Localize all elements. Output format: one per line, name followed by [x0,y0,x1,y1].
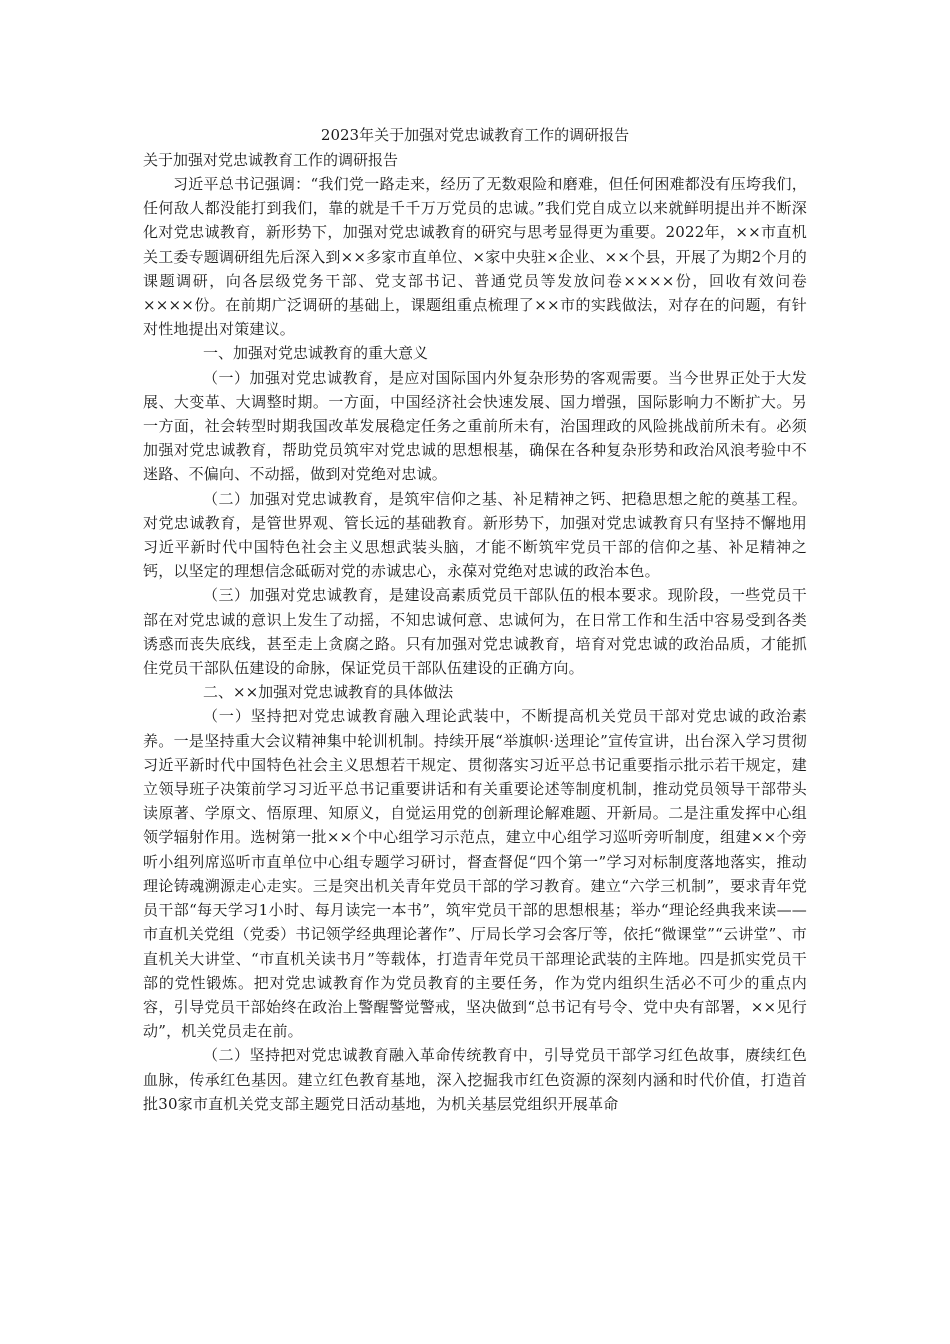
section-2-heading: 二、××加强对党忠诚教育的具体做法 [203,683,454,702]
intro-paragraph: 习近平总书记强调：“我们党一路走来，经历了无数艰险和磨难，但任何困难都没有压垮我们，任何敌人都没能打到我们，靠的就是千千万万党员的忠诚。”我们党自成立以来就鲜明提出并不断深化对党忠诚教育，新形势下，加强对党忠诚教育的研究与思考显得更为重要。2022年，××市直机关工委专题调研组先后深入到××多家市直单位、×家中央驻×企业、××个县，开展了为期2个月的课题调研，向各层级党务干部、党支部书记、普通党员等发放问卷××××份，回收有效问卷××××份。在前期广泛调研的基础上，课题组重点梳理了××市的实践做法，对存在的问题，有针对性地提出对策建议。 [143,175,807,339]
section-1-heading: 一、加强对党忠诚教育的重大意义 [203,344,429,363]
document-subtitle: 关于加强对党忠诚教育工作的调研报告 [143,151,399,169]
section-2-paragraph-2: （二）坚持把对党忠诚教育融入革命传统教育中，引导党员干部学习红色故事，赓续红色血脉，传承红色基因。建立红色教育基地，深入挖掘我市红色资源的深刻内涵和时代价值，打造首批30家市直机关党支部主题党日活动基地，为机关基层党组织开展革命 [143,1046,807,1113]
section-1-paragraph-1: （一）加强对党忠诚教育，是应对国际国内外复杂形势的客观需要。当今世界正处于大发展、大变革、大调整时期。一方面，中国经济社会快速发展、国力增强，国际影响力不断扩大。另一方面，社会转型时期我国改革发展稳定任务之重前所未有，治国理政的风险挑战前所未有。必须加强对党忠诚教育，帮助党员筑牢对党忠诚的思想根基，确保在各种复杂形势和政治风浪考验中不迷路、不偏向、不动摇，做到对党绝对忠诚。 [143,368,807,484]
document-title: 2023年关于加强对党忠诚教育工作的调研报告 [320,126,630,144]
document-page [143,124,807,1116]
section-1-paragraph-3: （三）加强对党忠诚教育，是建设高素质党员干部队伍的根本要求。现阶段，一些党员干部在对党忠诚的意识上发生了动摇，不知忠诚何意、忠诚何为，在日常工作和生活中容易受到各类诱惑而丧失底线，甚至走上贪腐之路。只有加强对党忠诚教育，培育对党忠诚的政治品质，才能抓住党员干部队伍建设的命脉，保证党员干部队伍建设的正确方向。 [143,586,807,678]
section-1-paragraph-2: （二）加强对党忠诚教育，是筑牢信仰之基、补足精神之钙、把稳思想之舵的奠基工程。对党忠诚教育，是管世界观、管长远的基础教育。新形势下，加强对党忠诚教育只有坚持不懈地用习近平新时代中国特色社会主义思想武装头脑，才能不断筑牢党员干部的信仰之基、补足精神之钙，以坚定的理想信念砥砺对党的赤诚忠心，永葆对党绝对忠诚的政治本色。 [143,489,807,581]
section-2-paragraph-1: （一）坚持把对党忠诚教育融入理论武装中，不断提高机关党员干部对党忠诚的政治素养。一是坚持重大会议精神集中轮训机制。持续开展“举旗帜·送理论”宣传宣讲，出台深入学习贯彻习近平新时代中国特色社会主义思想若干规定、贯彻落实习近平总书记重要指示批示若干规定，建立领导班子决策前学习习近平总书记重要讲话和有关重要论述等制度机制，推动党员领导干部带头读原著、学原文、悟原理、知原义，自觉运用党的创新理论解难题、开新局。二是注重发挥中心组领学辐射作用。选树第一批××个中心组学习示范点，建立中心组学习巡听旁听制度，组建××个旁听小组列席巡听市直单位中心组专题学习研讨，督查督促“四个第一”学习对标制度落地落实，推动理论铸魂溯源走心走实。三是突出机关青年党员干部的学习教育。建立“六学三机制”，要求青年党员干部“每天学习1小时、每月读完一本书”，筑牢党员干部的思想根基；举办“理论经典我来读——市直机关党组（党委）书记领学经典理论著作”、厅局长学习会客厅等，依托“微课堂”“云讲堂”、市直机关大讲堂、“市直机关读书月”等载体，打造青年党员干部理论武装的主阵地。四是抓实党员干部的党性锻炼。把对党忠诚教育作为党员教育的主要任务，作为党内组织生活必不可少的重点内容，引导党员干部始终在政治上警醒警觉警戒，坚决做到“总书记有号令、党中央有部署，××见行动”，机关党员走在前。 [143,707,807,1041]
